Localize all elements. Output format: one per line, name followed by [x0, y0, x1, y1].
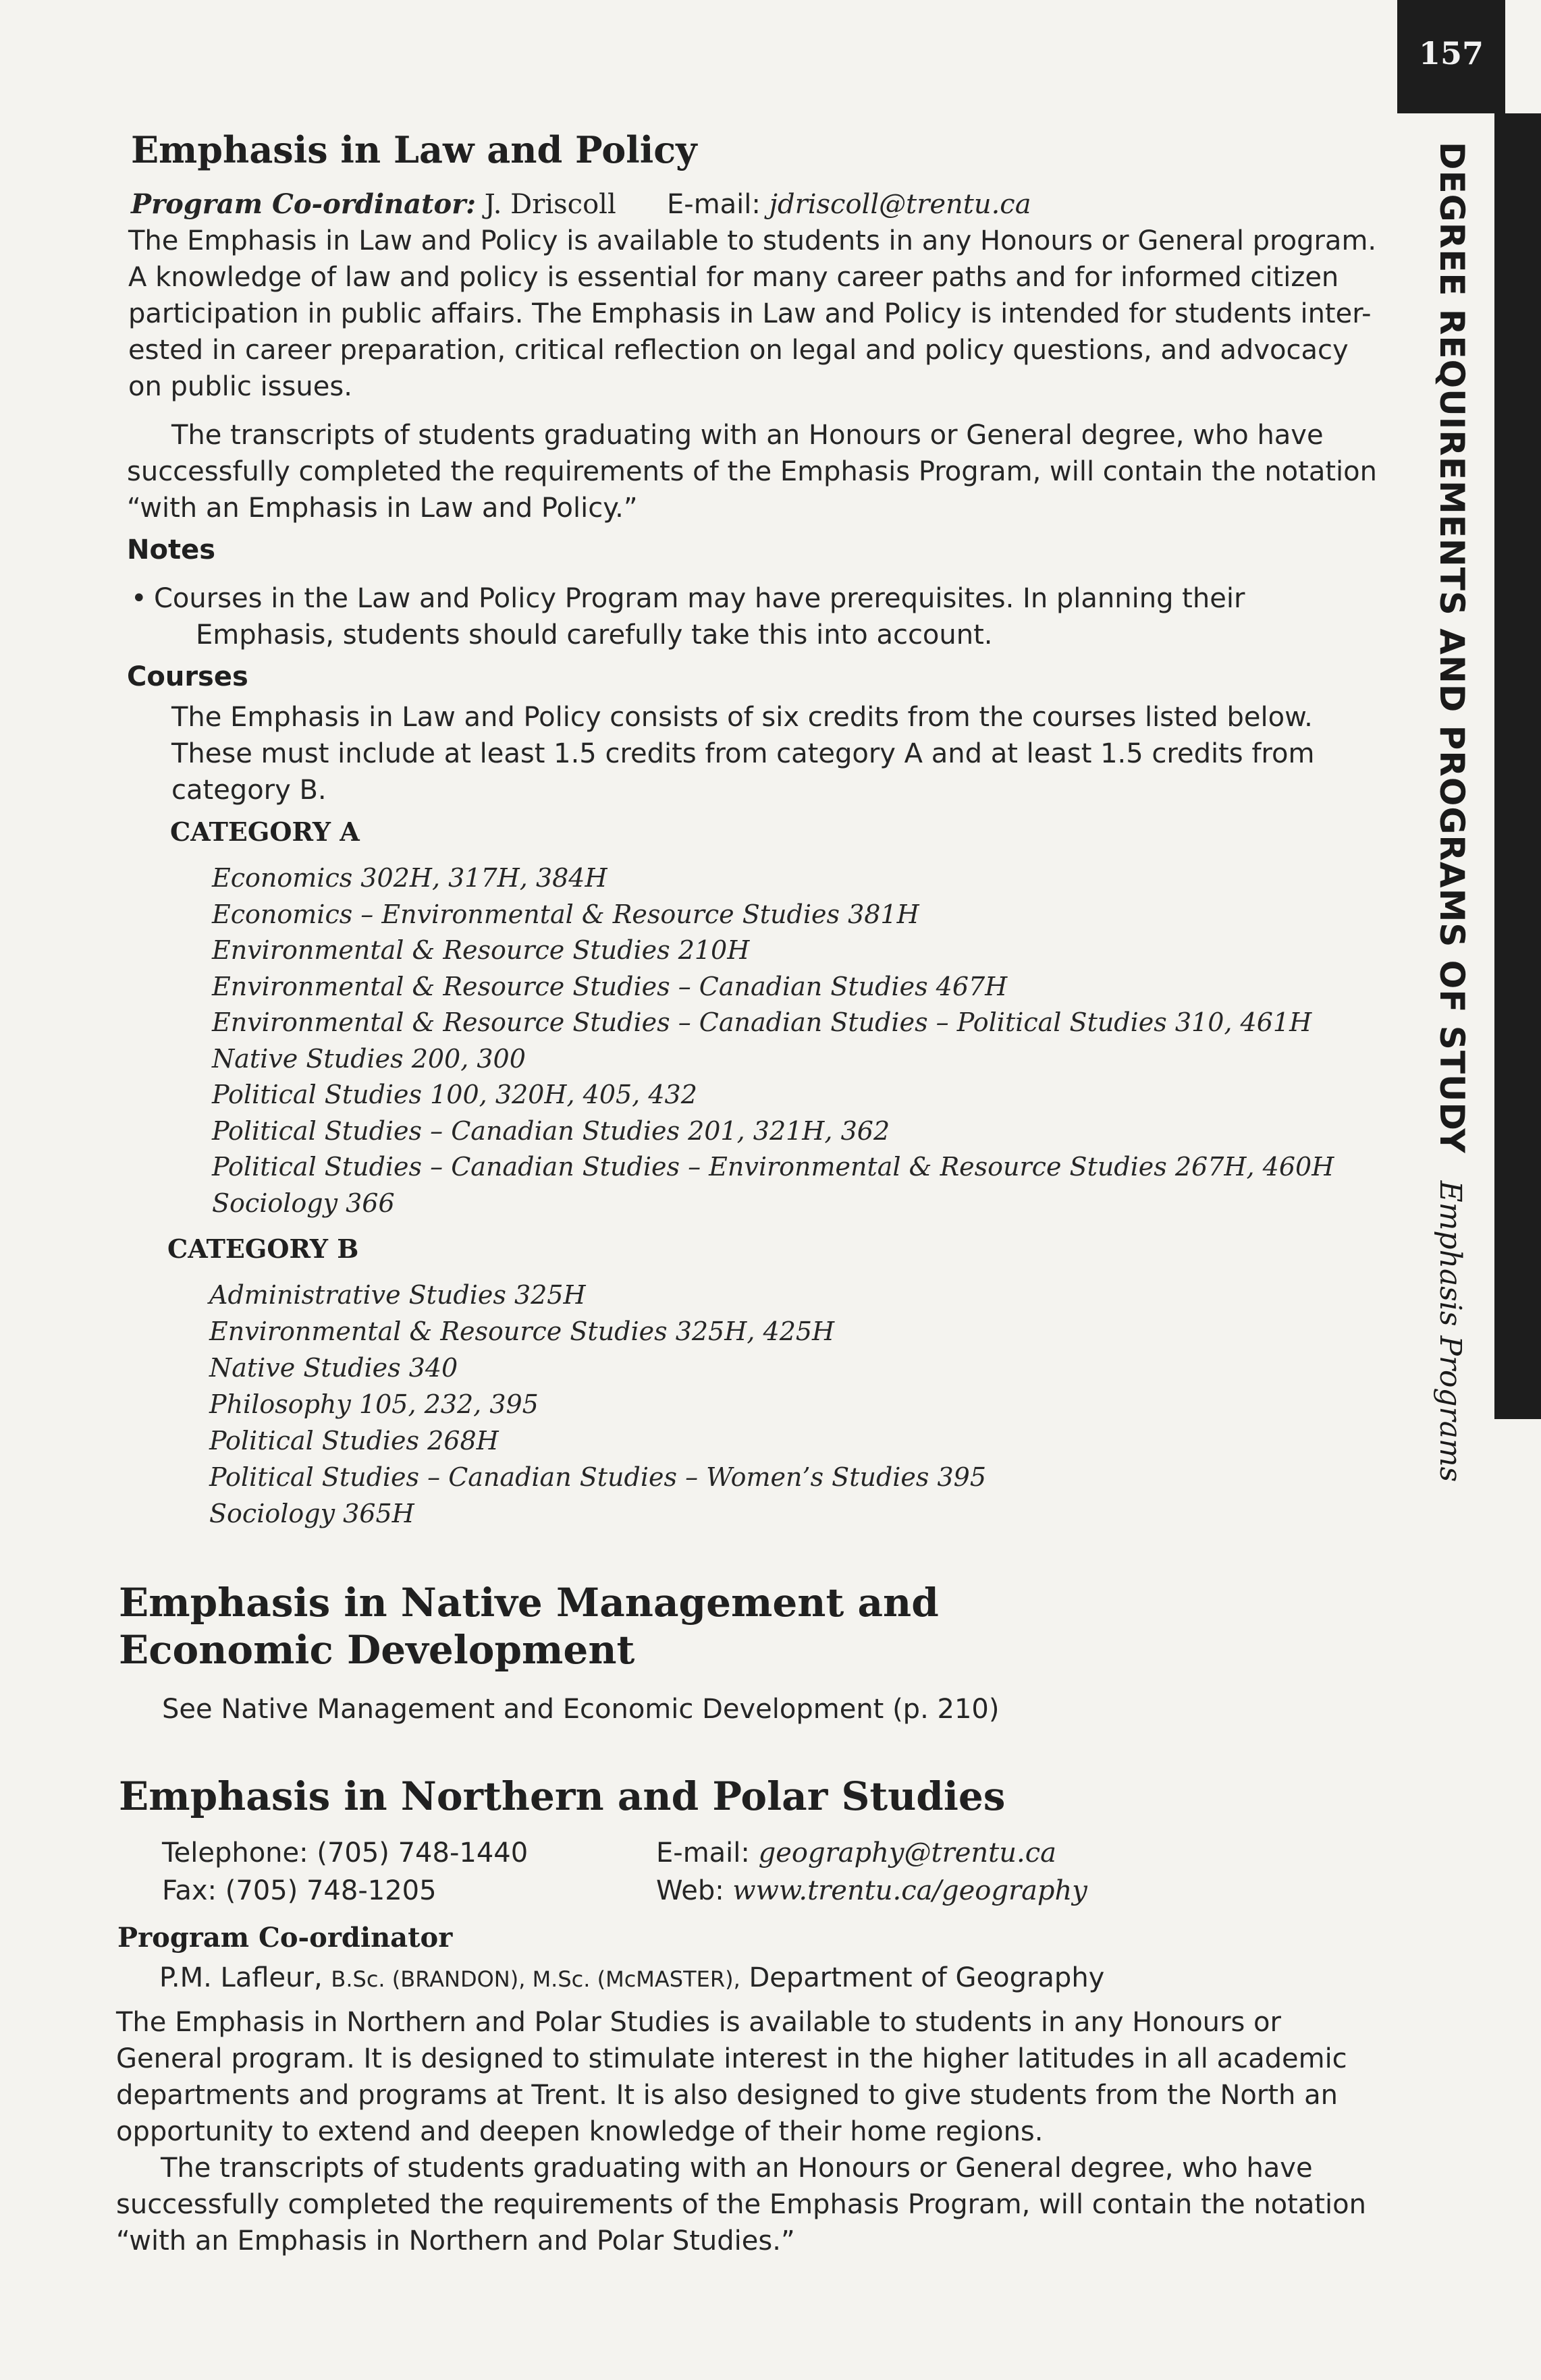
course-item: Political Studies – Canadian Studies – Environmental & Resource Studies 267H, 460H [212, 1152, 1334, 1182]
law-courses-heading: Courses [127, 661, 248, 692]
coordinator-degrees: B.Sc. (BRANDON), M.Sc. (McMASTER), [331, 1966, 740, 1992]
course-item: Environmental & Resource Studies 325H, 425H [209, 1317, 835, 1346]
course-item: Environmental & Resource Studies – Canadian Studies 467H [212, 971, 1008, 1001]
email-label: E-mail: [656, 1837, 750, 1869]
text-line: opportunity to extend and deepen knowledge of their home regions. [116, 2116, 1044, 2147]
text-line: The Emphasis in Northern and Polar Studies is available to students in any Honours or [116, 2007, 1281, 2038]
page-number: 157 [1418, 35, 1484, 72]
text-line: departments and programs at Trent. It is also designed to give students from the North an [116, 2080, 1338, 2111]
native-see-reference[interactable]: See Native Management and Economic Development (p. 210) [162, 1694, 1000, 1725]
course-item: Sociology 365H [209, 1499, 414, 1528]
course-item: Economics 302H, 317H, 384H [212, 863, 607, 893]
law-coordinator-name: J. Driscoll [484, 189, 616, 220]
course-item: Political Studies 100, 320H, 405, 432 [212, 1080, 697, 1109]
native-title-line: Economic Development [119, 1627, 635, 1673]
side-tab-label [1432, 142, 1471, 1482]
northern-coordinator-heading: Program Co-ordinator [117, 1922, 453, 1954]
text-line: “with an Emphasis in Law and Policy.” [127, 493, 638, 524]
law-email-line [667, 186, 1031, 223]
text-line: ested in career preparation, critical reflection on legal and policy questions, and advocacy [128, 335, 1349, 366]
side-tab-main: DEGREE REQUIREMENTS AND PROGRAMS OF STUDY [1432, 142, 1471, 1154]
law-coordinator-line [131, 186, 616, 223]
law-title: Emphasis in Law and Policy [131, 128, 697, 171]
web-line [656, 1872, 1087, 1910]
text-line: successfully completed the requirements of the Emphasis Program, will contain the notation [127, 456, 1377, 487]
web-label: Web: [656, 1875, 724, 1906]
text-line: The transcripts of students graduating with an Honours or General degree, who have [171, 420, 1324, 451]
email-line [656, 1834, 1087, 1872]
telephone: Telephone: (705) 748-1440 [162, 1837, 529, 1869]
course-item: Environmental & Resource Studies 210H [212, 935, 750, 965]
coordinator-department: Department of Geography [749, 1962, 1105, 1993]
text-line: category B. [171, 775, 327, 806]
text-line: The Emphasis in Law and Policy is available to students in any Honours or General program. [128, 225, 1377, 256]
text-line: A knowledge of law and policy is essential for many career paths and for informed citizen [128, 262, 1339, 293]
northern-paragraph-1 [116, 2004, 1347, 2150]
list-item-cont: Emphasis, students should carefully take this into account. [196, 619, 993, 651]
text-line: on public issues. [128, 371, 352, 402]
course-item: Philosophy 105, 232, 395 [209, 1389, 539, 1419]
course-item: Native Studies 340 [209, 1353, 458, 1383]
course-item: Political Studies 268H [209, 1426, 499, 1456]
native-title [119, 1579, 939, 1673]
law-paragraph-2 [127, 417, 1377, 526]
northern-web-link[interactable]: www.trentu.ca/geography [732, 1875, 1087, 1906]
northern-contacts-left [162, 1834, 528, 1910]
text-line: successfully completed the requirements of the Emphasis Program, will contain the notation [116, 2189, 1366, 2220]
northern-coordinator [159, 1960, 1104, 1997]
course-item: Political Studies – Canadian Studies – Women’s Studies 395 [209, 1462, 987, 1492]
text-line: The Emphasis in Law and Policy consists of six credits from the courses listed below. [171, 702, 1313, 733]
side-tab-sub: Emphasis Programs [1433, 1180, 1467, 1483]
text-line: The transcripts of students graduating with an Honours or General degree, who have [161, 2153, 1313, 2184]
category-b-list [209, 1277, 986, 1532]
course-item: Administrative Studies 325H [209, 1280, 586, 1310]
category-a-label: CATEGORY A [170, 817, 360, 847]
law-email[interactable]: jdriscoll@trentu.ca [769, 189, 1031, 220]
side-tab-bar [1494, 113, 1541, 1419]
text-line: “with an Emphasis in Northern and Polar Studies.” [116, 2225, 795, 2257]
northern-title: Emphasis in Northern and Polar Studies [119, 1773, 1006, 1819]
text-line: participation in public affairs. The Emphasis in Law and Policy is intended for students inter- [128, 298, 1372, 329]
course-item: Native Studies 200, 300 [212, 1043, 526, 1074]
law-notes-heading: Notes [127, 534, 216, 565]
fax: Fax: (705) 748-1205 [162, 1875, 437, 1906]
course-item: Sociology 366 [212, 1188, 395, 1218]
northern-contacts-right [656, 1834, 1087, 1910]
northern-paragraph-2 [116, 2150, 1366, 2259]
native-title-line: Emphasis in Native Management and [119, 1580, 939, 1626]
course-item: Political Studies – Canadian Studies 201, 321H, 362 [212, 1115, 890, 1146]
law-courses-text [171, 699, 1314, 808]
coordinator-name: P.M. Lafleur, [159, 1962, 323, 1993]
law-email-label: E-mail: [667, 189, 761, 220]
text-line: These must include at least 1.5 credits from category A and at least 1.5 credits from [171, 738, 1315, 769]
text-line: General program. It is designed to stimulate interest in the higher latitudes in all academic [116, 2043, 1347, 2074]
northern-email[interactable]: geography@trentu.ca [758, 1837, 1056, 1869]
course-item: Economics – Environmental & Resource Studies 381H [212, 899, 919, 929]
category-a-list [212, 860, 1334, 1221]
course-item: Environmental & Resource Studies – Canadian Studies – Political Studies 310, 461H [212, 1007, 1312, 1037]
law-coordinator-label: Program Co-ordinator: [131, 188, 477, 220]
list-item: • Courses in the Law and Policy Program may have prerequisites. In planning their [131, 583, 1245, 614]
law-notes-list [131, 580, 1245, 653]
law-paragraph-1 [128, 223, 1376, 405]
category-b-label: CATEGORY B [167, 1234, 359, 1264]
